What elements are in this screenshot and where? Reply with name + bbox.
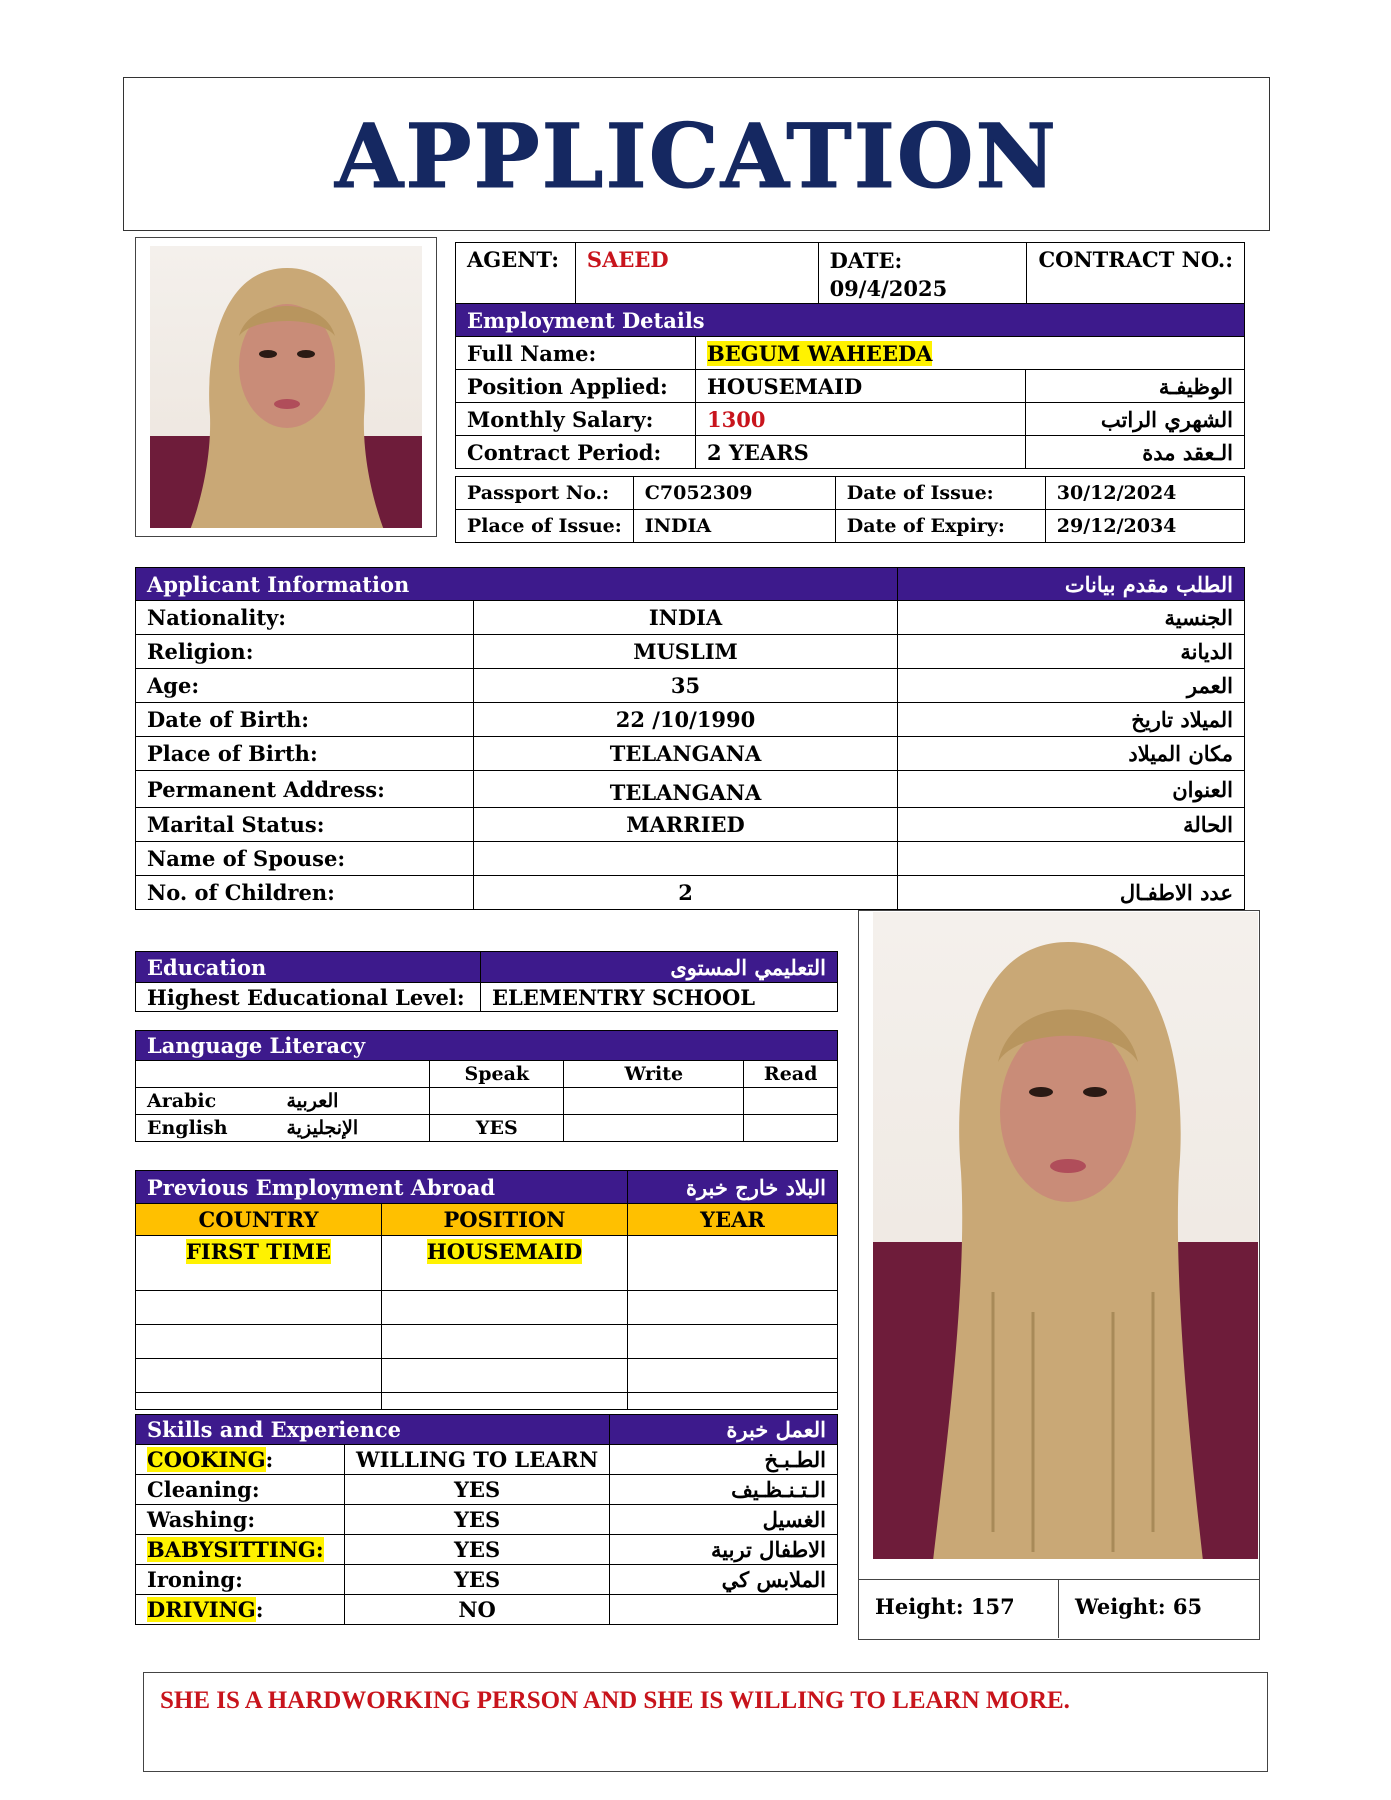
- religion-value: MUSLIM: [474, 635, 898, 669]
- page-title: APPLICATION: [335, 104, 1058, 208]
- weight-value: Weight: 65: [1075, 1594, 1203, 1619]
- body-measurements: [859, 1579, 1259, 1639]
- contract-no-label: CONTRACT NO.:: [1027, 243, 1245, 304]
- full-name-value: BEGUM WAHEEDA: [707, 340, 933, 366]
- empty-cell: [136, 1359, 382, 1393]
- skill-arabic: الاطفال تربية: [610, 1535, 838, 1565]
- previous-employment-table: [135, 1170, 838, 1410]
- applicant-heading-arabic: الطلب مقدم بيانات: [898, 568, 1245, 601]
- applicant-photo-small: [135, 237, 437, 537]
- skills-heading: Skills and Experience: [136, 1415, 610, 1445]
- previous-position: [382, 1236, 628, 1291]
- skill-value: YES: [345, 1535, 610, 1565]
- spouse-value: [474, 842, 898, 876]
- place-of-issue-label: Place of Issue:: [456, 510, 634, 543]
- nationality-label: Nationality:: [136, 601, 474, 635]
- date-value: 09/4/2025: [829, 276, 948, 301]
- photo-small-background: [150, 246, 422, 528]
- skill-value: NO: [345, 1595, 610, 1625]
- title-banner: [123, 77, 1270, 231]
- skill-label: DRIVING:: [136, 1595, 345, 1625]
- agent-value: SAEED: [575, 243, 818, 304]
- previous-heading-arabic: البلاد خارج خبرة: [628, 1171, 838, 1204]
- position-label: Position Applied:: [456, 370, 696, 403]
- dob-arabic: الميلاد تاريخ: [898, 703, 1245, 737]
- skill-label-text: COOKING: [147, 1447, 266, 1472]
- marital-status-arabic: الحالة: [898, 808, 1245, 842]
- portrait-figure-large: [873, 912, 1258, 1559]
- photo-large-background: [873, 912, 1258, 1559]
- remarks-text: SHE IS A HARDWORKING PERSON AND SHE IS WILLING TO LEARN MORE.: [160, 1687, 1070, 1714]
- address-arabic: العنوان: [898, 771, 1245, 808]
- language-name: English: [136, 1115, 276, 1142]
- salary-arabic: الشهري الراتب: [1026, 403, 1245, 436]
- skill-label: Washing:: [136, 1505, 345, 1535]
- education-level-value: ELEMENTRY SCHOOL: [481, 983, 838, 1012]
- position-column-header: POSITION: [382, 1204, 628, 1236]
- skill-label: COOKING:: [136, 1445, 345, 1475]
- previous-year: [628, 1236, 838, 1291]
- skill-label: Cleaning:: [136, 1475, 345, 1505]
- previous-country-value: FIRST TIME: [186, 1239, 331, 1264]
- date-cell: [818, 243, 1027, 304]
- skill-arabic: الملابس كي: [610, 1565, 838, 1595]
- religion-arabic: الديانة: [898, 635, 1245, 669]
- empty-cell: [628, 1325, 838, 1359]
- previous-position-value: HOUSEMAID: [426, 1239, 583, 1264]
- language-table: [135, 1030, 838, 1142]
- header-table: [455, 242, 1245, 304]
- empty-cell: [382, 1393, 628, 1410]
- applicant-info-table: [135, 567, 1245, 910]
- empty-cell: [382, 1291, 628, 1325]
- speak-value: YES: [430, 1115, 564, 1142]
- empty-cell: [628, 1291, 838, 1325]
- dob-label: Date of Birth:: [136, 703, 474, 737]
- issue-date-value: 30/12/2024: [1045, 477, 1244, 510]
- skill-arabic: الغسيل: [610, 1505, 838, 1535]
- language-heading: Language Literacy: [136, 1031, 838, 1061]
- spouse-label: Name of Spouse:: [136, 842, 474, 876]
- read-value: [744, 1115, 838, 1142]
- contract-period-label: Contract Period:: [456, 436, 696, 469]
- age-label: Age:: [136, 669, 474, 703]
- height-value: Height: 157: [859, 1580, 1059, 1638]
- address-value: TELANGANA: [474, 771, 898, 808]
- skill-arabic: الطـبـخ: [610, 1445, 838, 1475]
- empty-cell: [628, 1393, 838, 1410]
- previous-country: [136, 1236, 382, 1291]
- age-value: 35: [474, 669, 898, 703]
- place-of-issue-value: INDIA: [633, 510, 835, 543]
- skill-label: Ironing:: [136, 1565, 345, 1595]
- passport-table: [455, 476, 1245, 543]
- expiry-date-value: 29/12/2034: [1045, 510, 1244, 543]
- children-label: No. of Children:: [136, 876, 474, 910]
- skills-table: [135, 1414, 838, 1625]
- education-table: [135, 951, 838, 1012]
- skills-heading-arabic: العمل خبرة: [610, 1415, 838, 1445]
- nationality-value: INDIA: [474, 601, 898, 635]
- empty-cell: [136, 1393, 382, 1410]
- skill-arabic: الـتـنـظـيف: [610, 1475, 838, 1505]
- expiry-date-label: Date of Expiry:: [835, 510, 1045, 543]
- empty-cell: [136, 1325, 382, 1359]
- applicant-heading: Applicant Information: [136, 568, 898, 601]
- skill-label-text: DRIVING: [147, 1597, 256, 1622]
- empty-cell: [382, 1359, 628, 1393]
- skill-value: WILLING TO LEARN: [345, 1445, 610, 1475]
- full-name-label: Full Name:: [456, 337, 696, 370]
- skill-label-text: BABYSITTING:: [147, 1537, 324, 1562]
- empty-cell: [382, 1325, 628, 1359]
- language-name: Arabic: [136, 1088, 276, 1115]
- religion-label: Religion:: [136, 635, 474, 669]
- passport-no-value: C7052309: [633, 477, 835, 510]
- language-arabic: العربية: [276, 1088, 430, 1115]
- passport-no-label: Passport No.:: [456, 477, 634, 510]
- empty-cell: [628, 1359, 838, 1393]
- read-column-header: Read: [744, 1061, 838, 1088]
- employment-heading: Employment Details: [456, 304, 1245, 337]
- position-value: HOUSEMAID: [696, 370, 1026, 403]
- skill-value: YES: [345, 1505, 610, 1535]
- place-of-birth-label: Place of Birth:: [136, 737, 474, 771]
- position-arabic: الوظيفـة: [1026, 370, 1245, 403]
- place-of-birth-arabic: مكان الميلاد: [898, 737, 1245, 771]
- age-arabic: العمر: [898, 669, 1245, 703]
- agent-label: AGENT:: [456, 243, 576, 304]
- education-level-label: Highest Educational Level:: [136, 983, 481, 1012]
- speak-value: [430, 1088, 564, 1115]
- children-arabic: عدد الاطفـال: [898, 876, 1245, 910]
- contract-period-value: 2 YEARS: [696, 436, 1026, 469]
- skill-label: [136, 1535, 345, 1565]
- country-column-header: COUNTRY: [136, 1204, 382, 1236]
- issue-date-label: Date of Issue:: [835, 477, 1045, 510]
- employment-details-table: [455, 303, 1245, 469]
- year-column-header: YEAR: [628, 1204, 838, 1236]
- address-label: Permanent Address:: [136, 771, 474, 808]
- language-arabic: الإنجليزية: [276, 1115, 430, 1142]
- write-value: [564, 1088, 744, 1115]
- nationality-arabic: الجنسية: [898, 601, 1245, 635]
- education-heading: Education: [136, 952, 481, 983]
- portrait-figure-small: [150, 246, 422, 528]
- read-value: [744, 1088, 838, 1115]
- education-heading-arabic: التعليمي المستوى: [481, 952, 838, 983]
- skill-value: YES: [345, 1565, 610, 1595]
- date-label: DATE:: [829, 248, 903, 273]
- marital-status-label: Marital Status:: [136, 808, 474, 842]
- place-of-birth-value: TELANGANA: [474, 737, 898, 771]
- write-column-header: Write: [564, 1061, 744, 1088]
- language-corner-cell: [136, 1061, 430, 1088]
- dob-value: 22 /10/1990: [474, 703, 898, 737]
- marital-status-value: MARRIED: [474, 808, 898, 842]
- previous-heading: Previous Employment Abroad: [136, 1171, 628, 1204]
- applicant-photo-large: [858, 910, 1260, 1640]
- skill-arabic: [610, 1595, 838, 1625]
- speak-column-header: Speak: [430, 1061, 564, 1088]
- children-value: 2: [474, 876, 898, 910]
- salary-label: Monthly Salary:: [456, 403, 696, 436]
- remarks-box: [143, 1672, 1268, 1772]
- skill-value: YES: [345, 1475, 610, 1505]
- spouse-arabic: [898, 842, 1245, 876]
- salary-value: 1300: [696, 403, 1026, 436]
- full-name-cell: [696, 337, 1245, 370]
- contract-period-arabic: الـعقد مدة: [1026, 436, 1245, 469]
- write-value: [564, 1115, 744, 1142]
- empty-cell: [136, 1291, 382, 1325]
